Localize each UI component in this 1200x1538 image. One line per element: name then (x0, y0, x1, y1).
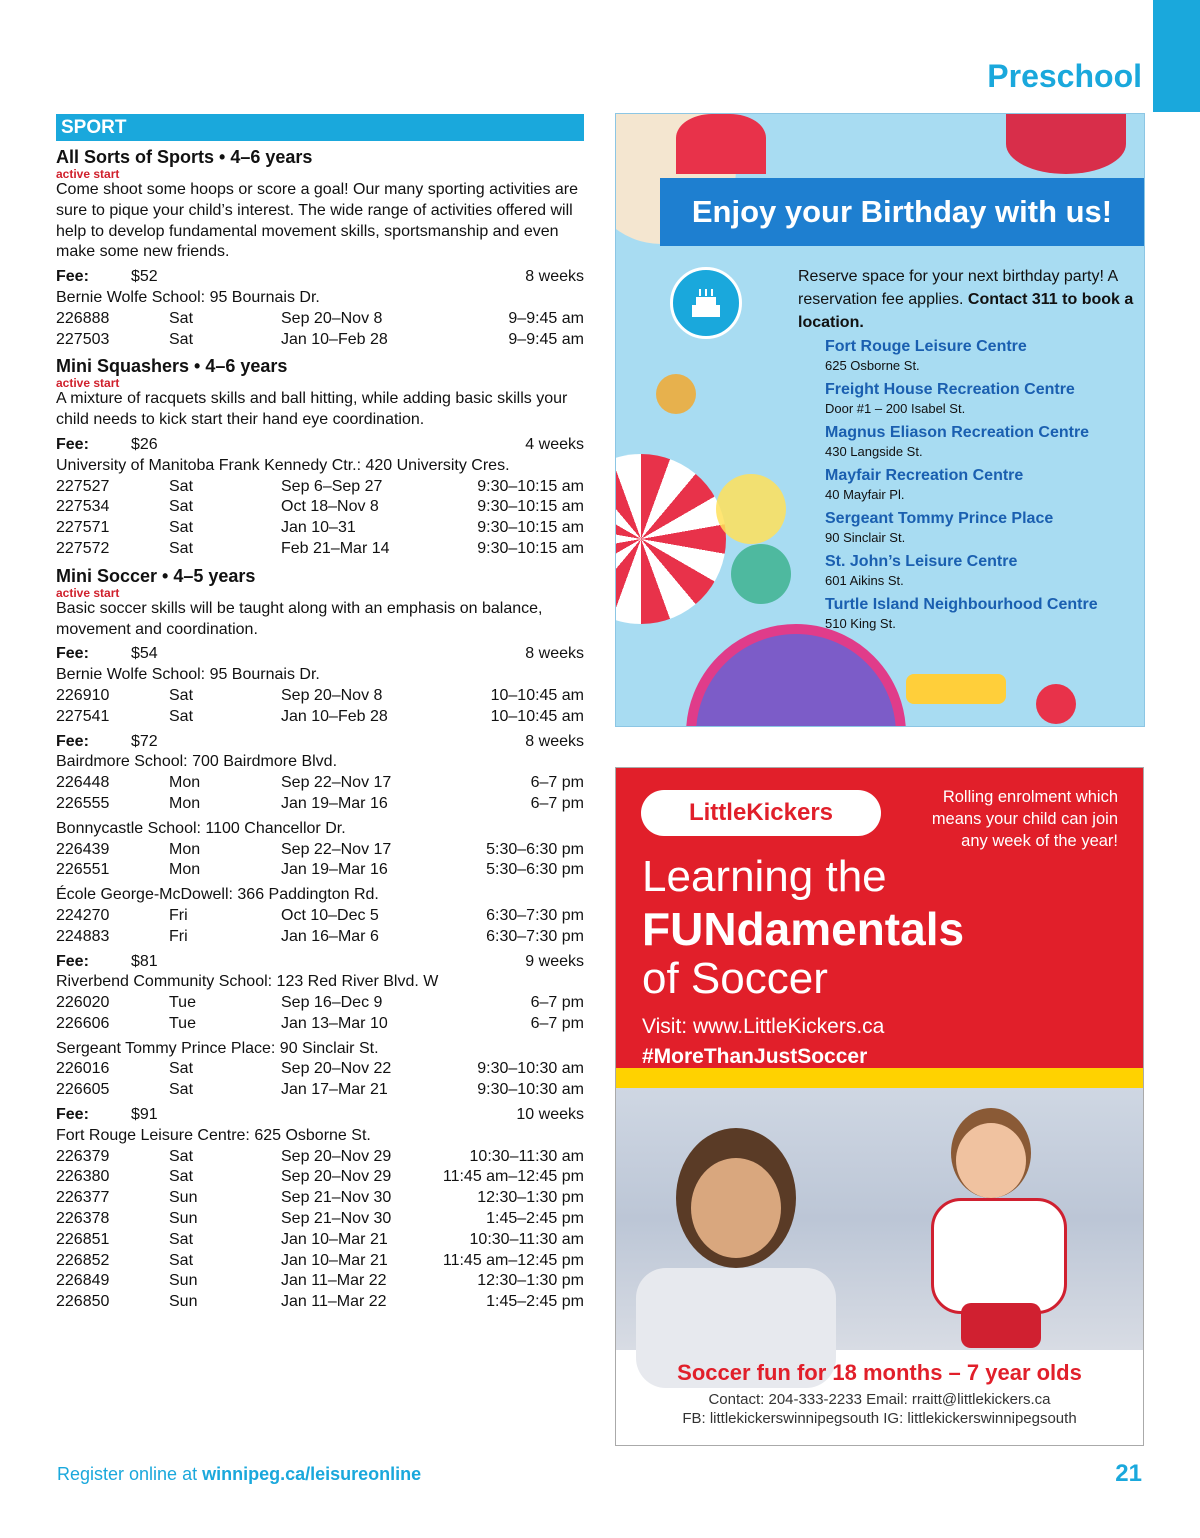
session-row (56, 309, 584, 330)
program-listing (56, 114, 584, 1313)
session-day: Mon (169, 794, 201, 812)
course-code: 224883 (56, 927, 110, 945)
fee-amount: $26 (131, 435, 158, 453)
venue-name: Magnus Eliason Recreation Centre (825, 424, 1090, 441)
course-code: 226555 (56, 794, 110, 812)
program-description: A mixture of racquets skills and ball hitting, while adding basic skills your child needs to kick start their hand eye coordination. (56, 390, 568, 429)
fee-amount: $52 (131, 268, 158, 286)
session-row (56, 840, 584, 861)
programs-list (56, 147, 584, 1313)
session-row (56, 906, 584, 927)
session-day: Sat (169, 330, 194, 348)
ad-headline-1: Learning the (642, 852, 887, 901)
session-row (56, 1271, 584, 1292)
birthday-text (798, 265, 1138, 334)
location-name: University of Manitoba Frank Kennedy Ctr.: 420 University Cres. (56, 456, 510, 474)
confetti-dot (656, 374, 696, 414)
location-name: Bairdmore School: 700 Bairdmore Blvd. (56, 753, 338, 771)
confetti-dot (1036, 684, 1076, 724)
session-day: Sat (169, 498, 194, 516)
session-day: Mon (169, 774, 201, 792)
session-dates: Jan 10–Feb 28 (281, 707, 388, 725)
birthday-headline: Enjoy your Birthday with us! (660, 178, 1144, 246)
rolling-enrolment-text: Rolling enrolment which means your child can join any week of the year! (931, 788, 1118, 850)
course-code: 227503 (56, 330, 110, 348)
fee-row (56, 267, 584, 288)
session-day: Mon (169, 840, 201, 858)
session-time: 9:30–10:15 am (477, 498, 584, 516)
session-row (56, 686, 584, 707)
session-row (56, 1167, 584, 1188)
session-time: 10:30–11:30 am (469, 1230, 584, 1248)
session-row (56, 1059, 584, 1080)
session-time: 6–7 pm (530, 774, 584, 792)
session-time: 9–9:45 am (508, 330, 584, 348)
program-description: Basic soccer skills will be taught along with an emphasis on balance, movement and coordination. (56, 599, 543, 638)
page-number: 21 (1115, 1460, 1142, 1487)
session-row (56, 1209, 584, 1230)
venue-address: 510 King St. (825, 616, 896, 631)
venue-list (825, 336, 1135, 637)
category-bar: SPORT (56, 114, 584, 141)
session-row (56, 539, 584, 560)
session-time: 9:30–10:15 am (477, 519, 584, 537)
session-time: 6–7 pm (530, 794, 584, 812)
session-row (56, 1251, 584, 1272)
session-row (56, 1080, 584, 1101)
footer-register (57, 1464, 421, 1485)
party-hat-decoration (1006, 114, 1126, 174)
program-tag: active start (56, 167, 120, 181)
plate-decoration (686, 624, 906, 727)
venue-name: Freight House Recreation Centre (825, 381, 1075, 398)
child-shirt (931, 1198, 1067, 1314)
course-code: 226606 (56, 1014, 110, 1032)
session-day: Sat (169, 707, 194, 725)
location-name: Riverbend Community School: 123 Red River Blvd. W (56, 973, 439, 991)
session-day: Sat (169, 686, 194, 704)
session-day: Sun (169, 1189, 198, 1207)
session-day: Sat (169, 1147, 194, 1165)
fee-label: Fee: (56, 645, 89, 663)
location-name: Sergeant Tommy Prince Place: 90 Sinclair St. (56, 1039, 379, 1057)
fee-label: Fee: (56, 952, 89, 970)
fee-weeks: 8 weeks (525, 268, 584, 286)
session-time: 6:30–7:30 pm (486, 906, 584, 924)
session-dates: Sep 6–Sep 27 (281, 477, 383, 495)
course-code: 226605 (56, 1081, 110, 1099)
venue-name: St. John’s Leisure Centre (825, 553, 1018, 570)
course-code: 226448 (56, 774, 110, 792)
session-dates: Sep 21–Nov 30 (281, 1189, 392, 1207)
course-code: 227534 (56, 498, 110, 516)
session-time: 9:30–10:30 am (477, 1081, 584, 1099)
program-description: Come shoot some hoops or score a goal! Our many sporting activities are sure to pique your child’s interest. The wide range of activities offered will help to develop fundamental movement skills, sportsmanship and even make some new friends. (56, 181, 579, 261)
session-dates: Jan 10–Mar 21 (281, 1251, 388, 1269)
course-code: 226377 (56, 1189, 110, 1207)
session-time: 5:30–6:30 pm (486, 861, 584, 879)
confetti-dot (731, 544, 791, 604)
birthday-ad (615, 113, 1145, 727)
session-dates: Jan 16–Mar 6 (281, 927, 379, 945)
session-dates: Sep 20–Nov 8 (281, 686, 383, 704)
course-code: 226849 (56, 1272, 110, 1290)
session-day: Fri (169, 927, 188, 945)
fee-weeks: 10 weeks (516, 1106, 584, 1124)
session-dates: Sep 20–Nov 22 (281, 1060, 392, 1078)
session-day: Sat (169, 519, 194, 537)
session-day: Sat (169, 539, 194, 557)
fee-amount: $72 (131, 732, 158, 750)
session-day: Sat (169, 477, 194, 495)
fee-row (56, 435, 584, 456)
course-code: 227572 (56, 539, 110, 557)
session-row (56, 1292, 584, 1313)
venue-address: 601 Aikins St. (825, 573, 904, 588)
session-row (56, 497, 584, 518)
session-day: Sun (169, 1293, 198, 1311)
ad-hashtag: #MoreThanJustSoccer (642, 1045, 868, 1068)
session-row (56, 518, 584, 539)
fee-label: Fee: (56, 732, 89, 750)
session-time: 10:30–11:30 am (469, 1147, 584, 1165)
course-code: 227571 (56, 519, 110, 537)
program-title: Mini Soccer • 4–5 years (56, 565, 256, 586)
session-day: Mon (169, 861, 201, 879)
cake-icon (670, 267, 742, 339)
location-name: École George-McDowell: 366 Paddington Rd. (56, 886, 379, 904)
noisemaker-decoration (906, 674, 1006, 704)
session-time: 12:30–1:30 pm (477, 1189, 584, 1207)
course-code: 226551 (56, 861, 110, 879)
venue-name: Turtle Island Neighbourhood Centre (825, 596, 1098, 613)
session-day: Tue (169, 1014, 196, 1032)
session-day: Tue (169, 994, 196, 1012)
session-time: 12:30–1:30 pm (477, 1272, 584, 1290)
session-time: 9–9:45 am (508, 309, 584, 327)
session-time: 9:30–10:15 am (477, 539, 584, 557)
fee-row (56, 952, 584, 973)
program-tag: active start (56, 376, 120, 391)
program-tag: active start (56, 585, 120, 600)
session-row (56, 1230, 584, 1251)
little-kickers-logo: LittleKickers (641, 790, 881, 836)
session-dates: Sep 22–Nov 17 (281, 774, 392, 792)
fee-label: Fee: (56, 268, 89, 286)
session-row (56, 927, 584, 948)
session-dates: Oct 18–Nov 8 (281, 498, 379, 516)
session-row (56, 330, 584, 351)
venue-address: 625 Osborne St. (825, 358, 920, 373)
fee-weeks: 8 weeks (525, 732, 584, 750)
confetti-dot (716, 474, 786, 544)
session-row (56, 477, 584, 498)
session-dates: Jan 19–Mar 16 (281, 794, 388, 812)
session-time: 11:45 am–12:45 pm (442, 1168, 584, 1186)
kids-photo (616, 1088, 1143, 1350)
session-time: 9:30–10:30 am (477, 1060, 584, 1078)
session-dates: Jan 11–Mar 22 (281, 1272, 387, 1290)
section-tab (1153, 0, 1200, 112)
fee-weeks: 4 weeks (525, 435, 584, 453)
session-dates: Jan 11–Mar 22 (281, 1293, 387, 1311)
course-code: 226439 (56, 840, 110, 858)
course-code: 226380 (56, 1168, 110, 1186)
fee-row (56, 1105, 584, 1126)
session-dates: Jan 17–Mar 21 (281, 1081, 388, 1099)
venue-name: Mayfair Recreation Centre (825, 467, 1024, 484)
course-code: 224270 (56, 906, 110, 924)
ad-tagline: Soccer fun for 18 months – 7 year olds (677, 1360, 1082, 1385)
venue-address: 90 Sinclair St. (825, 530, 906, 545)
ad-headline-2: FUNdamentals (642, 903, 965, 955)
fee-row (56, 644, 584, 665)
session-time: 11:45 am–12:45 pm (442, 1251, 584, 1269)
fee-weeks: 9 weeks (525, 952, 584, 970)
session-time: 6–7 pm (530, 1014, 584, 1032)
section-title: Preschool (987, 58, 1142, 94)
session-time: 1:45–2:45 pm (486, 1293, 584, 1311)
session-dates: Sep 20–Nov 8 (281, 309, 383, 327)
course-code: 227541 (56, 707, 110, 725)
course-code: 226850 (56, 1293, 110, 1311)
child-shorts (961, 1303, 1041, 1348)
session-dates: Sep 20–Nov 29 (281, 1168, 392, 1186)
location-name: Bernie Wolfe School: 95 Bournais Dr. (56, 666, 320, 684)
session-day: Sat (169, 1081, 194, 1099)
session-dates: Jan 10–Mar 21 (281, 1230, 388, 1248)
footer-prefix: Register online at (57, 1464, 203, 1484)
location-name: Bernie Wolfe School: 95 Bournais Dr. (56, 288, 320, 306)
session-day: Sun (169, 1210, 198, 1228)
ad-visit-link[interactable]: Visit: www.LittleKickers.ca (642, 1015, 885, 1038)
program-title: Mini Squashers • 4–6 years (56, 356, 288, 377)
program-block (56, 356, 584, 559)
session-dates: Jan 10–Feb 28 (281, 330, 388, 348)
course-code: 226852 (56, 1251, 110, 1269)
child-face (691, 1158, 781, 1258)
session-dates: Sep 20–Nov 29 (281, 1147, 392, 1165)
session-time: 9:30–10:15 am (477, 477, 584, 495)
session-row (56, 1188, 584, 1209)
session-day: Sat (169, 309, 194, 327)
program-title: All Sorts of Sports • 4–6 years (56, 147, 313, 167)
session-dates: Jan 13–Mar 10 (281, 1014, 388, 1032)
session-row (56, 1014, 584, 1035)
session-row (56, 707, 584, 728)
session-time: 6–7 pm (530, 994, 584, 1012)
session-day: Sat (169, 1168, 194, 1186)
location-name: Bonnycastle School: 1100 Chancellor Dr. (56, 819, 346, 837)
session-time: 6:30–7:30 pm (486, 927, 584, 945)
session-dates: Sep 16–Dec 9 (281, 994, 383, 1012)
fee-amount: $54 (131, 645, 158, 663)
fee-label: Fee: (56, 1106, 89, 1124)
session-time: 1:45–2:45 pm (486, 1210, 584, 1228)
session-dates: Oct 10–Dec 5 (281, 906, 379, 924)
child-face (956, 1123, 1026, 1198)
session-row (56, 860, 584, 881)
course-code: 226379 (56, 1147, 110, 1165)
ad-social: FB: littlekickerswinnipegsouth IG: littlekickerswinnipegsouth (682, 1410, 1077, 1427)
fee-label: Fee: (56, 435, 89, 453)
session-day: Sat (169, 1251, 194, 1269)
fee-row (56, 732, 584, 753)
session-dates: Sep 22–Nov 17 (281, 840, 392, 858)
venue-address: 40 Mayfair Pl. (825, 487, 905, 502)
session-day: Sat (169, 1060, 194, 1078)
session-row (56, 794, 584, 815)
fee-weeks: 8 weeks (525, 645, 584, 663)
little-kickers-ad (615, 767, 1144, 1446)
session-row (56, 1147, 584, 1168)
course-code: 226378 (56, 1210, 110, 1228)
footer-url[interactable]: winnipeg.ca/leisureonline (202, 1464, 422, 1484)
session-row (56, 773, 584, 794)
course-code: 227527 (56, 477, 110, 495)
session-dates: Jan 19–Mar 16 (281, 861, 388, 879)
session-day: Sat (169, 1230, 194, 1248)
ad-headline-3: of Soccer (642, 954, 828, 1003)
course-code: 226888 (56, 309, 110, 327)
session-dates: Jan 10–31 (281, 519, 356, 537)
fee-amount: $91 (131, 1106, 158, 1124)
session-dates: Sep 21–Nov 30 (281, 1210, 392, 1228)
course-code: 226016 (56, 1060, 110, 1078)
ad-yellow-stripe (616, 1068, 1143, 1088)
program-block (56, 147, 584, 350)
fee-amount: $81 (131, 952, 158, 970)
venue-name: Sergeant Tommy Prince Place (825, 510, 1054, 527)
session-day: Fri (169, 906, 188, 924)
course-code: 226851 (56, 1230, 110, 1248)
course-code: 226910 (56, 686, 110, 704)
course-code: 226020 (56, 994, 110, 1012)
session-time: 10–10:45 am (490, 686, 584, 704)
ad-contact: Contact: 204-333-2233 Email: rraitt@littlekickers.ca (708, 1391, 1051, 1408)
birthday-text-bold: Contact 311 to book a location. (798, 291, 1134, 331)
session-time: 5:30–6:30 pm (486, 840, 584, 858)
lollipop-decoration (615, 454, 726, 624)
session-time: 10–10:45 am (490, 707, 584, 725)
session-dates: Feb 21–Mar 14 (281, 539, 390, 557)
venue-address: 430 Langside St. (825, 444, 923, 459)
session-day: Sun (169, 1272, 198, 1290)
location-name: Fort Rouge Leisure Centre: 625 Osborne St. (56, 1126, 371, 1144)
birthday-text-plain: Reserve space for your next birthday party! A reservation fee applies. (798, 268, 1118, 308)
party-hat-decoration (676, 114, 766, 174)
program-block (56, 566, 584, 1313)
session-row (56, 993, 584, 1014)
venue-address: Door #1 – 200 Isabel St. (825, 401, 966, 416)
venue-name: Fort Rouge Leisure Centre (825, 338, 1027, 355)
